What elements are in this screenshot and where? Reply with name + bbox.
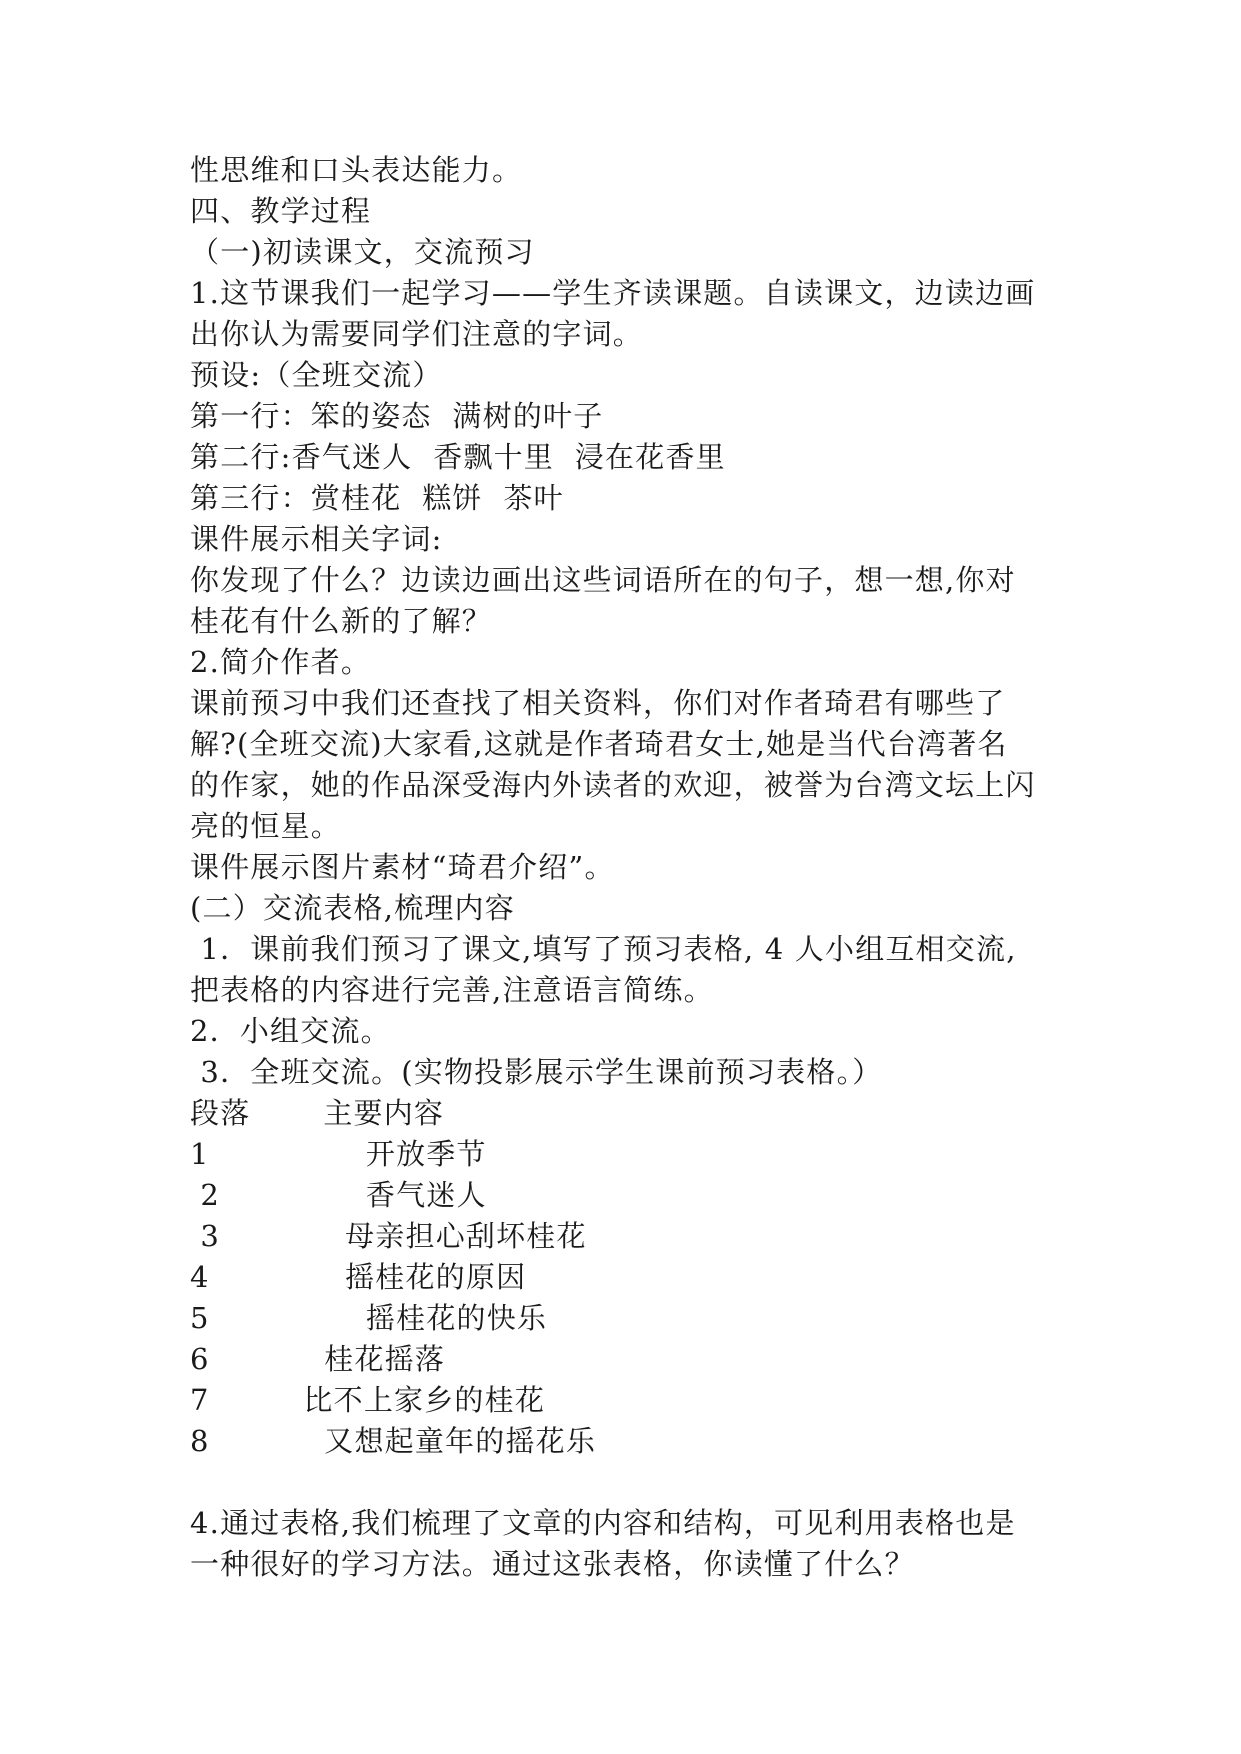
table-header-row: 段落 主要内容: [190, 1096, 445, 1130]
text-line: 桂花有什么新的了解？: [190, 604, 493, 638]
table-row: 3 母亲担心刮坏桂花: [190, 1219, 587, 1253]
text-line: 第一行：笨的姿态 满树的叶子: [190, 399, 604, 433]
table-row: 7 比不上家乡的桂花: [190, 1383, 546, 1417]
text-line: 3．全班交流。(实物投影展示学生课前预习表格。）: [190, 1055, 883, 1089]
section-heading: 四、教学过程: [190, 194, 372, 228]
table-row: 2 香气迷人: [190, 1178, 487, 1212]
document-body: [190, 150, 1070, 1585]
subsection-heading: （一)初读课文，交流预习: [190, 235, 535, 269]
text-line: 性思维和口头表达能力。: [190, 153, 523, 187]
table-row: 6 桂花摇落: [190, 1342, 446, 1376]
blank-line: [190, 1462, 1070, 1503]
text-line: 2.简介作者。: [190, 645, 372, 679]
text-line: 出你认为需要同学们注意的字词。: [190, 317, 644, 351]
subsection-heading: (二）交流表格,梳理内容: [190, 891, 515, 925]
text-line: 课件展示图片素材“琦君介绍”。: [190, 850, 615, 884]
text-line: 把表格的内容进行完善,注意语言简练。: [190, 973, 714, 1007]
table-row: 8 又想起童年的摇花乐: [190, 1424, 597, 1458]
text-line: 第二行:香气迷人 香飘十里 浸在花香里: [190, 440, 726, 474]
text-line: 一种很好的学习方法。通过这张表格，你读懂了什么？: [190, 1547, 915, 1581]
table-row: 1 开放季节: [190, 1137, 487, 1171]
table-row: 5 摇桂花的快乐: [190, 1301, 548, 1335]
text-line: 1.这节课我们一起学习——学生齐读课题。自读课文，边读边画: [190, 276, 1036, 310]
text-line: 亮的恒星。: [190, 809, 342, 843]
text-line: 预设:（全班交流）: [190, 358, 443, 392]
text-line: 解?(全班交流)大家看,这就是作者琦君女士,她是当代台湾著名: [190, 727, 1008, 761]
text-line: 课件展示相关字词:: [190, 522, 443, 556]
text-line: 4.通过表格,我们梳理了文章的内容和结构，可见利用表格也是: [190, 1506, 1016, 1540]
text-line: 1．课前我们预习了课文,填写了预习表格, 4 人小组互相交流,: [190, 932, 1017, 966]
text-line: 2．小组交流。: [190, 1014, 391, 1048]
text-line: 第三行：赏桂花 糕饼 茶叶: [190, 481, 564, 515]
text-line: 的作家，她的作品深受海内外读者的欢迎，被誉为台湾文坛上闪: [190, 768, 1036, 802]
table-row: 4 摇桂花的原因: [190, 1260, 527, 1294]
text-line: 课前预习中我们还查找了相关资料，你们对作者琦君有哪些了: [190, 686, 1006, 720]
text-line: 你发现了什么？边读边画出这些词语所在的句子，想一想,你对: [190, 563, 1016, 597]
